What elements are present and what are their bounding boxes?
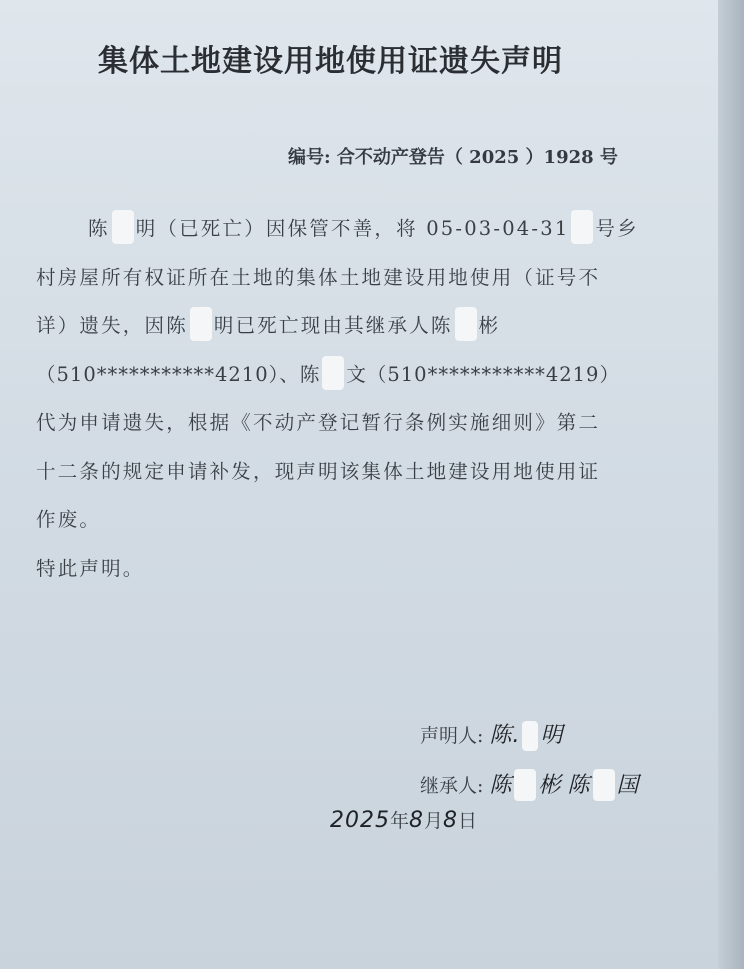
body-line-3 bbox=[36, 302, 636, 351]
date-month-suffix: 月 bbox=[424, 810, 444, 832]
document-number: 编号: 合不动产登告（ 2025 ）1928 号 bbox=[288, 147, 618, 168]
text-segment: 详）遗失，因陈 bbox=[36, 314, 188, 337]
body-line-5 bbox=[36, 399, 636, 448]
redaction-box bbox=[593, 769, 615, 801]
declarant-label: 声明人: bbox=[420, 725, 484, 747]
redaction-box bbox=[455, 307, 477, 341]
text-segment: （510***********4210）、陈 bbox=[36, 362, 321, 386]
body-line-4 bbox=[36, 351, 636, 400]
redaction-box bbox=[522, 721, 538, 751]
declarant-row bbox=[420, 718, 563, 751]
redaction-box bbox=[322, 356, 344, 390]
text-segment: 彬 bbox=[478, 314, 501, 337]
paper-edge-shadow bbox=[718, 0, 744, 969]
redaction-box bbox=[514, 769, 536, 801]
body-line-1 bbox=[36, 205, 639, 254]
date-year-handwritten: 2025 bbox=[330, 808, 390, 833]
text-segment: 陈 bbox=[88, 217, 110, 240]
declarant-signature: 陈. 明 bbox=[489, 723, 563, 748]
text-segment: 明已死亡现由其继承人陈 bbox=[213, 314, 453, 337]
redaction-box bbox=[571, 210, 593, 244]
text-segment: 特此声明。 bbox=[36, 556, 145, 580]
date-year-suffix: 年 bbox=[390, 810, 410, 832]
text-segment: 号乡 bbox=[595, 217, 639, 240]
signature-date bbox=[330, 806, 477, 833]
text-segment: 文（510***********4219） bbox=[346, 362, 620, 386]
date-day-handwritten: 8 bbox=[443, 808, 459, 833]
body-line-6 bbox=[36, 448, 636, 497]
heir2-signature: 陈 国 bbox=[568, 773, 640, 798]
heirs-row bbox=[420, 768, 640, 801]
date-month-handwritten: 8 bbox=[409, 808, 425, 833]
declaration-body bbox=[36, 205, 639, 593]
text-segment: 作废。 bbox=[36, 508, 102, 531]
heir1-signature: 陈 彬 bbox=[489, 773, 561, 798]
redaction-box bbox=[112, 210, 134, 244]
text-segment: 代为申请遗失，根据《不动产登记暂行条例实施细则》第二 bbox=[36, 411, 601, 434]
redaction-box bbox=[190, 307, 212, 341]
body-line-2 bbox=[36, 254, 636, 303]
heirs-label: 继承人: bbox=[420, 775, 484, 797]
document-title: 集体土地建设用地使用证遗失声明 bbox=[98, 44, 563, 79]
text-segment: 村房屋所有权证所在土地的集体土地建设用地使用（证号不 bbox=[36, 265, 601, 289]
body-line-8 bbox=[36, 545, 636, 594]
body-line-7 bbox=[36, 496, 636, 545]
text-segment: 明（已死亡）因保管不善，将 05-03-04-31 bbox=[135, 217, 570, 240]
date-day-suffix: 日 bbox=[458, 810, 478, 832]
text-segment: 十二条的规定申请补发，现声明该集体土地建设用地使用证 bbox=[36, 459, 601, 483]
